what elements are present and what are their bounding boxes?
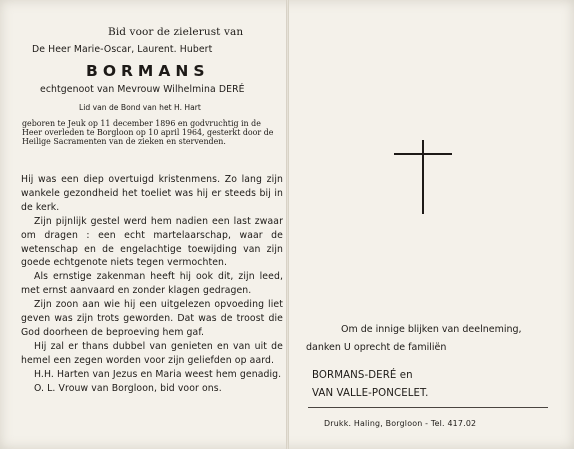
eulogy-paragraph: Zijn pijnlijk gestel werd hem nadien een last zwaar om dragen : een echt martelaarschap, waar de wetenschap en de engelachtige toewijding van zijn goede echtgenote niets tegen vermochten. bbox=[21, 215, 283, 269]
thanks-line-2: danken U oprecht de familiën bbox=[306, 342, 447, 353]
thanks-line-1: Om de innige blijken van deelneming, bbox=[341, 324, 522, 335]
left-panel bbox=[10, 0, 283, 449]
divider-line bbox=[308, 407, 548, 408]
card-fold bbox=[286, 0, 289, 449]
prayer-line: H.H. Harten van Jezus en Maria weest hem genadig. bbox=[34, 368, 282, 380]
intro-text: Bid voor de zielerust van bbox=[108, 26, 244, 38]
eulogy-paragraph: Als ernstige zakenman heeft hij ook dit, zijn leed, met ernst aanvaard en zonder klagen gedragen. bbox=[21, 271, 283, 297]
printer-credit: Drukk. Haling, Borgloon - Tel. 417.02 bbox=[324, 419, 477, 428]
spouse-line: echtgenoot van Mevrouw Wilhelmina DERÉ bbox=[40, 84, 245, 95]
deceased-surname: BORMANS bbox=[86, 62, 210, 80]
cross-vertical-bar bbox=[422, 140, 424, 214]
eulogy-paragraph: Hij zal er thans dubbel van genieten en van uit de hemel een zegen worden voor zijn geliefden op aard. bbox=[21, 340, 283, 366]
prayer-line: O. L. Vrouw van Borgloon, bid voor ons. bbox=[34, 382, 222, 394]
eulogy-paragraph: Hij was een diep overtuigd kristenmens. Zo lang zijn wankele gezondheid het toeliet was hij er steeds bij in de kerk. bbox=[21, 174, 283, 213]
cross-icon bbox=[394, 140, 452, 214]
cross-horizontal-bar bbox=[394, 153, 452, 155]
family-name-2: VAN VALLE-PONCELET. bbox=[312, 388, 429, 399]
biography-dates: geboren te Jeuk op 11 december 1896 en godvruchtig in de Heer overleden te Borgloon op 10 april 1964, gesterkt door de Heilige Sacramenten van de zieken en stervenden. bbox=[22, 119, 274, 147]
family-name-1: BORMANS-DERÉ en bbox=[312, 370, 413, 381]
eulogy-text bbox=[21, 173, 283, 396]
deceased-full-name: De Heer Marie-Oscar, Laurent. Hubert bbox=[32, 44, 213, 55]
membership-line: Lid van de Bond van het H. Hart bbox=[79, 103, 201, 112]
eulogy-paragraph: Zijn zoon aan wie hij een uitgelezen opvoeding liet geven was zijn trots geworden. Dat was de troost die God doorheen de beproeving hem gaf. bbox=[21, 299, 283, 338]
